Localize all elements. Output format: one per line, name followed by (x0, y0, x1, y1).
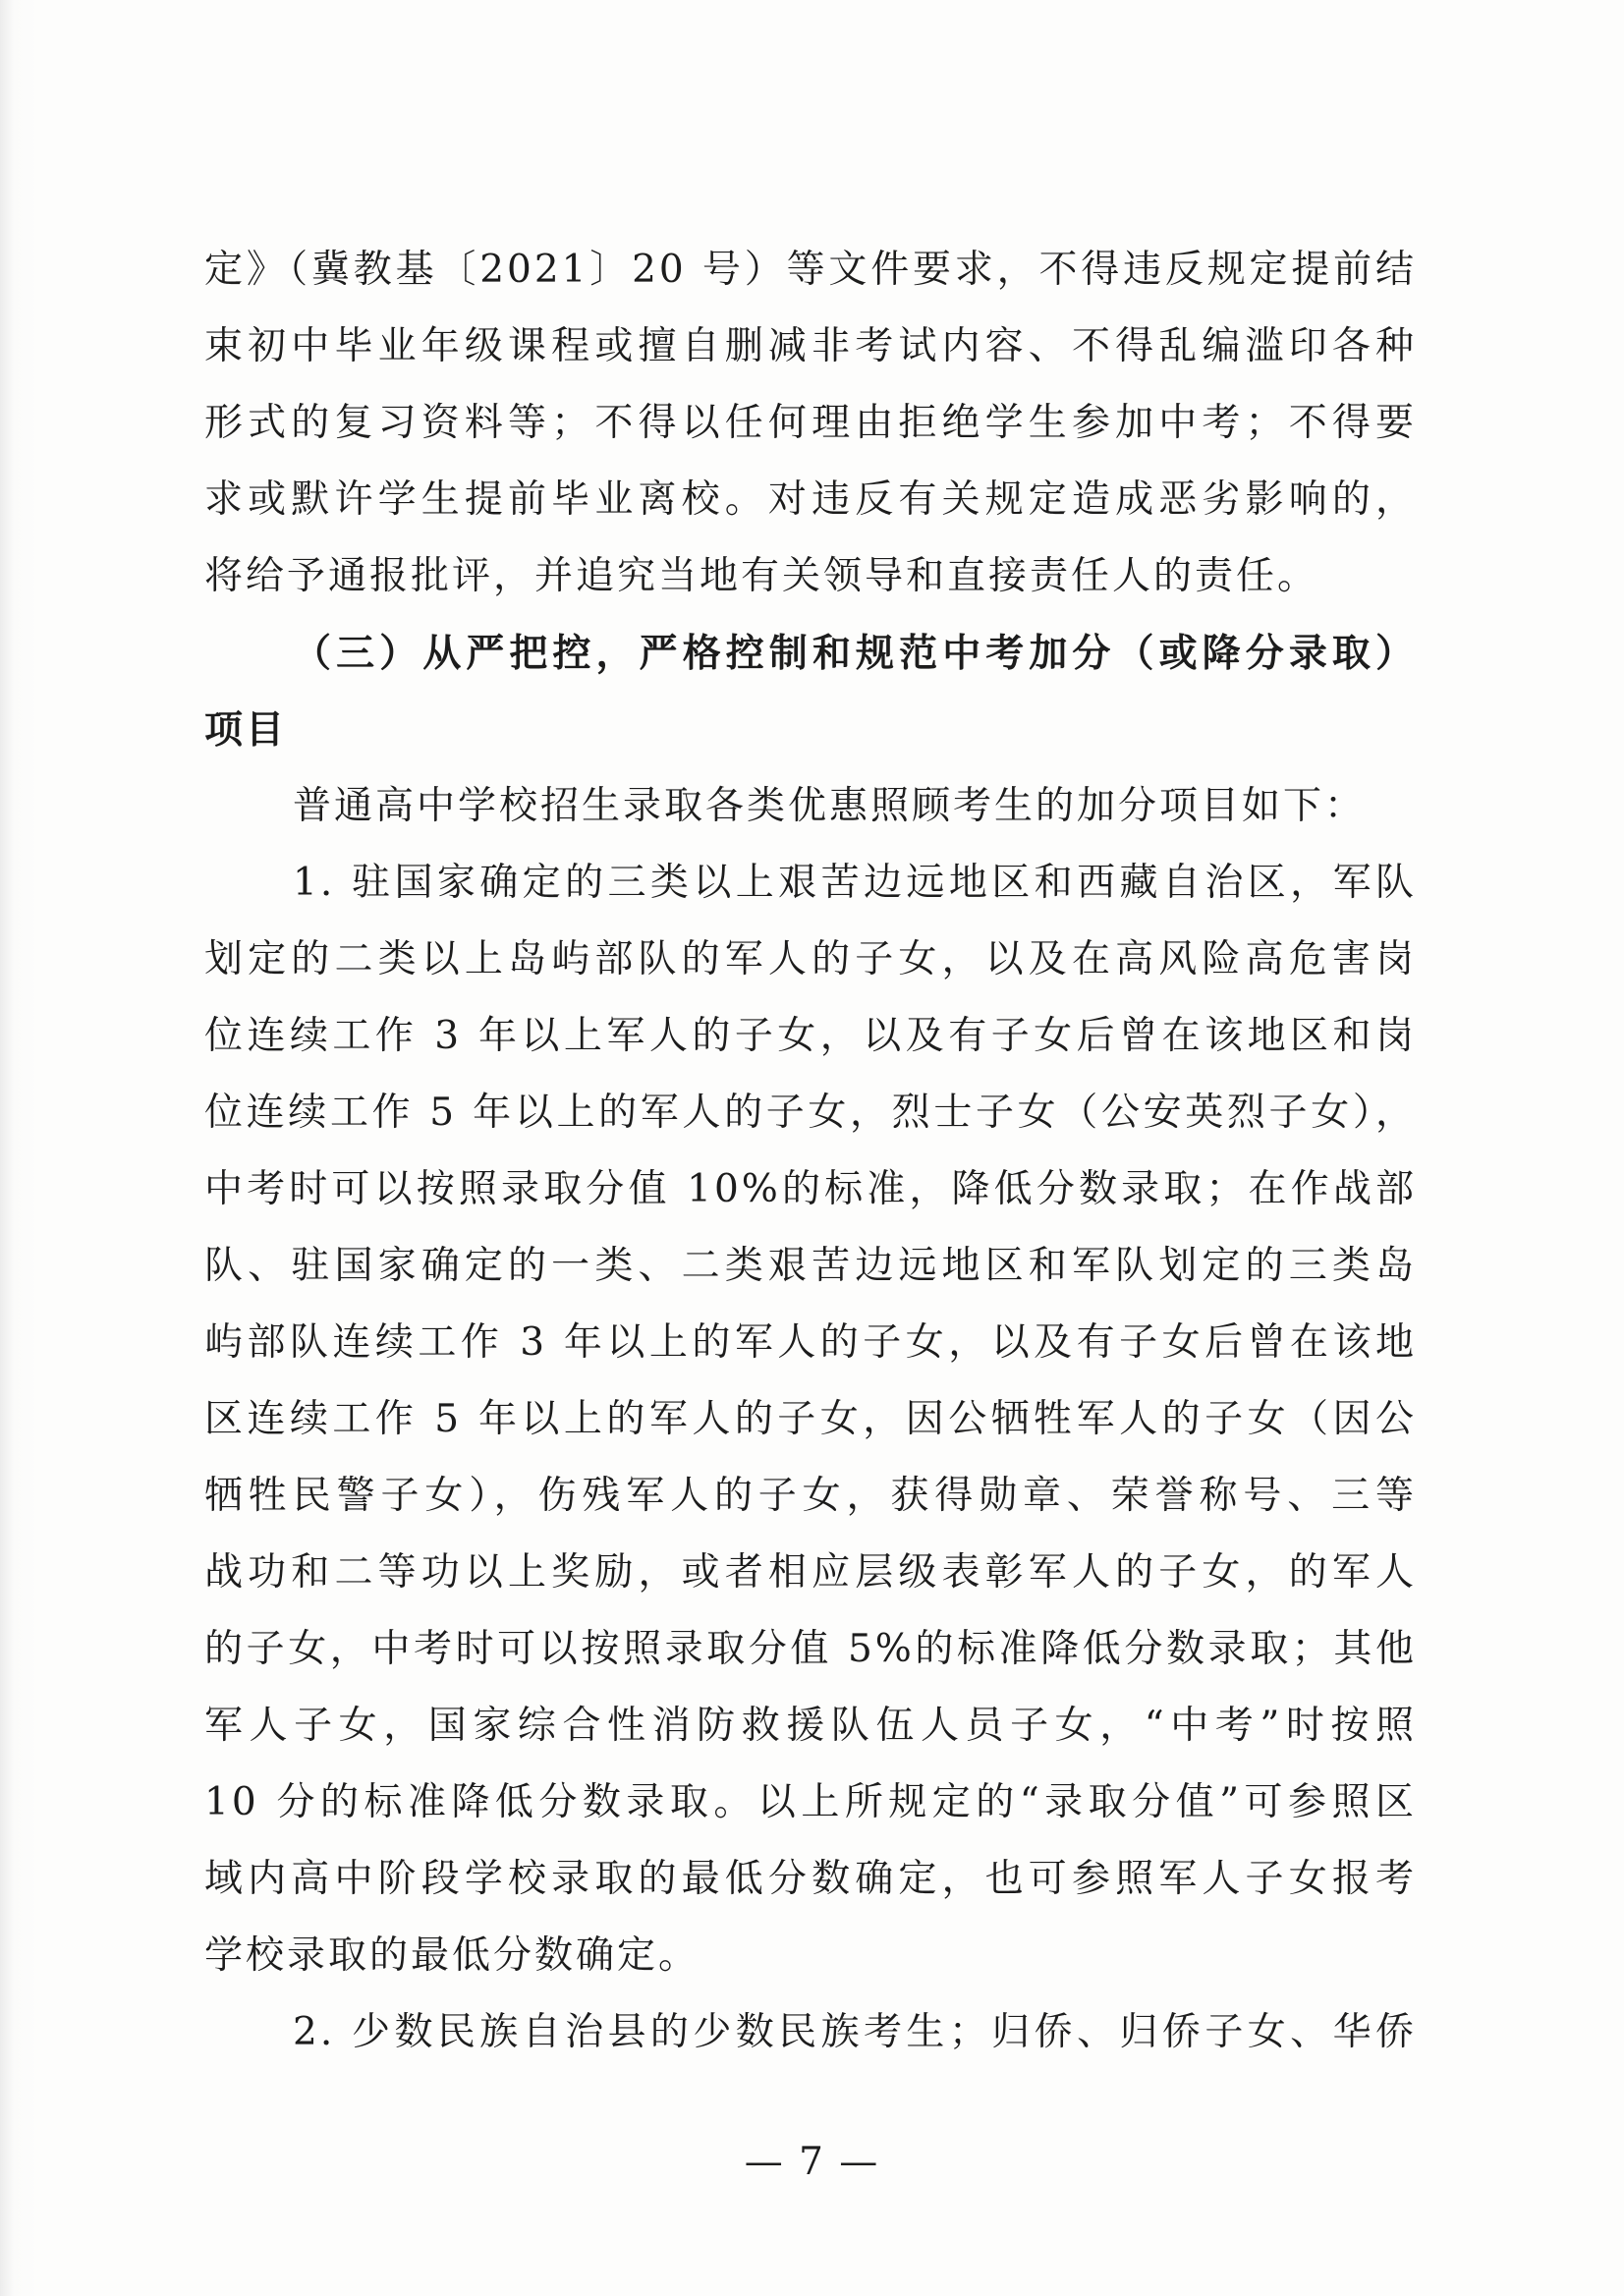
text-line: 战功和二等功以上奖励，或者相应层级表彰军人的子女，的军人 (204, 1550, 1417, 1595)
section-heading (204, 615, 1417, 768)
text-line: 位连续工作 3 年以上军人的子女，以及有子女后曾在该地区和岗 (204, 1014, 1417, 1058)
text-line: 的子女，中考时可以按照录取分值 5%的标准降低分数录取；其他 (204, 1627, 1417, 1671)
text-line: 位连续工作 5 年以上的军人的子女，烈士子女（公安英烈子女）， (204, 1091, 1417, 1135)
text-line: 屿部队连续工作 3 年以上的军人的子女，以及有子女后曾在该地 (204, 1320, 1417, 1365)
document-body (204, 232, 1417, 2071)
text-line: 学校录取的最低分数确定。 (204, 1933, 700, 1978)
list-item-1 (204, 845, 1417, 1994)
section-heading-line: （三）从严把控，严格控制和规范中考加分（或降分录取） (293, 631, 1417, 676)
text-line: 划定的二类以上岛屿部队的军人的子女，以及在高风险高危害岗 (204, 937, 1417, 981)
intro-paragraph (204, 768, 1417, 845)
text-line: 军人子女，国家综合性消防救援队伍人员子女，“中考”时按照 (204, 1704, 1417, 1748)
text-line: 1. 驻国家确定的三类以上艰苦边远地区和西藏自治区，军队 (293, 861, 1417, 905)
text-line: 形式的复习资料等；不得以任何理由拒绝学生参加中考；不得要 (204, 401, 1417, 445)
continued-paragraph (204, 232, 1417, 615)
section-heading-line: 项目 (204, 707, 288, 753)
text-line: 求或默许学生提前毕业离校。对违反有关规定造成恶劣影响的， (204, 477, 1417, 522)
text-line: 束初中毕业年级课程或擅自删减非考试内容、不得乱编滥印各种 (204, 324, 1417, 368)
text-line: 域内高中阶段学校录取的最低分数确定，也可参照军人子女报考 (204, 1857, 1417, 1901)
text-line: 2. 少数民族自治县的少数民族考生；归侨、归侨子女、华侨 (293, 2010, 1417, 2054)
text-line: 10 分的标准降低分数录取。以上所规定的“录取分值”可参照区 (204, 1780, 1417, 1824)
text-line: 队、驻国家确定的一类、二类艰苦边远地区和军队划定的三类岛 (204, 1244, 1417, 1288)
text-line: 牺牲民警子女），伤残军人的子女，获得勋章、荣誉称号、三等 (204, 1474, 1417, 1518)
list-item-2 (204, 1994, 1417, 2071)
text-line: 区连续工作 5 年以上的军人的子女，因公牺牲军人的子女（因公 (204, 1397, 1417, 1441)
text-line: 定》（冀教基〔2021〕20 号）等文件要求，不得违反规定提前结 (204, 248, 1417, 292)
page-number: — 7 — (744, 2140, 880, 2184)
text-line: 普通高中学校招生录取各类优惠照顾考生的加分项目如下： (293, 784, 1367, 828)
text-line: 将给予通报批评，并追究当地有关领导和直接责任人的责任。 (204, 554, 1319, 598)
text-line: 中考时可以按照录取分值 10%的标准，降低分数录取；在作战部 (204, 1167, 1417, 1211)
